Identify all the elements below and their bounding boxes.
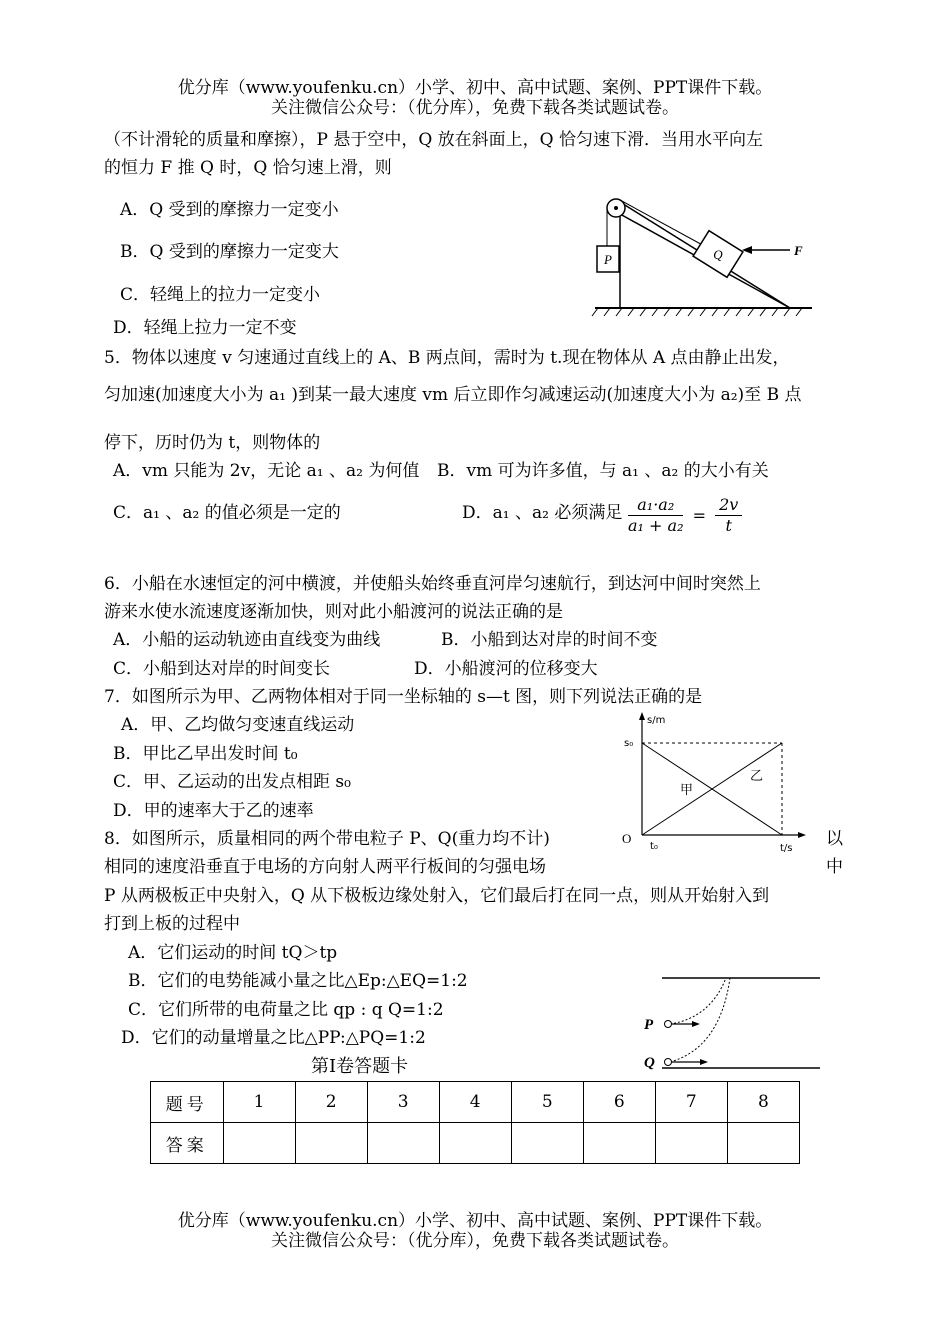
question-number: 8 [727,1082,799,1123]
q7-option-a: A．甲、乙均做匀变速直线运动 [121,715,355,735]
q5-option-b: B．vm 可为许多值，与 a₁ 、a₂ 的大小有关 [437,461,769,481]
row-label-number: 题号 [151,1082,224,1123]
question-number: 4 [439,1082,511,1123]
answer-cell[interactable] [439,1123,511,1164]
q5-line-3: 停下，历时仍为 t，则物体的 [104,433,321,453]
x-axis-label: t/s [780,843,793,854]
q5-option-d: D．a₁ 、a₂ 必须满足 [462,503,623,523]
row-label-answer: 答案 [151,1123,224,1164]
answer-cell[interactable] [295,1123,367,1164]
q5-line-1: 5．物体以速度 v 匀速通过直线上的 A、B 两点间，需时为 t.现在物体从 A 点由静止出发， [104,348,790,368]
parallel-plates-figure [640,968,825,1078]
q8-option-c: C．它们所带的电荷量之比 qp : q Q=1:2 [128,1000,444,1020]
answer-card-table [150,1081,800,1164]
q8-option-b: B．它们的电势能减小量之比△Ep:△EQ=1:2 [128,971,468,991]
formula-denominator: a₁ + a₂ [628,516,684,535]
fig-f-label: F [794,243,803,258]
yi-label: 乙 [750,769,764,784]
q4-line-1: （不计滑轮的质量和摩擦），P 悬于空中，Q 放在斜面上，Q 恰匀速下滑．当用水平向左 [104,130,764,150]
q5-option-a: A．vm 只能为 2v，无论 a₁ 、a₂ 为何值 [113,461,420,481]
q7-line-1: 7．如图所示为甲、乙两物体相对于同一坐标轴的 s—t 图，则下列说法正确的是 [104,687,703,707]
q7-option-c: C．甲、乙运动的出发点相距 s₀ [113,772,351,792]
question-number: 6 [583,1082,655,1123]
q8-line-2: 相同的速度沿垂直于电场的方向射人两平行板间的匀强电场 [104,857,546,877]
q6-option-d: D．小船渡河的位移变大 [414,659,598,679]
q4-line-2: 的恒力 F 推 Q 时，Q 恰匀速上滑，则 [104,158,392,178]
answer-cell[interactable] [511,1123,583,1164]
plates-p-label: P [644,1017,654,1033]
answer-card-number-row [151,1082,800,1123]
formula-numerator: a₁·a₂ [628,495,683,516]
answer-card-answer-row [151,1123,800,1164]
q8-line-2-end: 中 [826,857,843,877]
s0-tick: s₀ [624,738,634,749]
q4-option-b: B．Q 受到的摩擦力一定变大 [120,242,339,262]
q6-line-2: 游来水使水流速度逐渐加快，则对此小船渡河的说法正确的是 [104,602,563,622]
question-number: 5 [511,1082,583,1123]
q7-option-d: D．甲的速率大于乙的速率 [113,801,314,821]
q4-option-d: D．轻绳上拉力一定不变 [113,318,297,338]
st-graph-figure [620,710,810,855]
q7-option-b: B．甲比乙早出发时间 t₀ [113,744,298,764]
fig-p-label: P [604,252,612,267]
footer-line-2: 关注微信公众号：（优分库），免费下载各类试题试卷。 [271,1231,679,1251]
q4-option-c: C．轻绳上的拉力一定变小 [120,285,321,305]
incline-pulley-figure [590,190,820,320]
q8-line-4: 打到上板的过程中 [104,914,240,934]
question-number: 2 [295,1082,367,1123]
header-line-1: 优分库（www.youfenku.cn）小学、初中、高中试题、案例、PPT课件下载。 [177,78,773,98]
q8-line-1: 8．如图所示，质量相同的两个带电粒子 P、Q(重力均不计) [104,829,550,849]
q5-line-2: 匀加速(加速度大小为 a₁ )到某一最大速度 vm 后立即作匀减速运动(加速度大小为 a₂)至 B 点 [104,385,802,405]
question-number: 7 [655,1082,727,1123]
q4-option-a: A．Q 受到的摩擦力一定变小 [120,200,339,220]
fig-q-label: Q [713,247,723,262]
question-number: 3 [367,1082,439,1123]
answer-cell[interactable] [727,1123,799,1164]
footer-line-1: 优分库（www.youfenku.cn）小学、初中、高中试题、案例、PPT课件下载。 [177,1211,773,1231]
t0-tick: t₀ [650,841,658,852]
q6-option-c: C．小船到达对岸的时间变长 [113,659,331,679]
answer-cell[interactable] [655,1123,727,1164]
q6-option-a: A．小船的运动轨迹由直线变为曲线 [113,630,381,650]
answer-card-title: 第Ⅰ卷答题卡 [311,1056,409,1077]
q6-line-1: 6．小船在水速恒定的河中横渡，并使船头始终垂直河岸匀速航行，到达河中间时突然上 [104,574,761,594]
formula-rhs-denominator: t [725,516,732,535]
q6-option-b: B．小船到达对岸的时间不变 [441,630,658,650]
q8-line-3: P 从两极板正中央射入，Q 从下极板边缘处射入，它们最后打在同一点，则从开始射入到 [104,886,770,906]
formula-equals: = [692,505,706,525]
answer-cell[interactable] [223,1123,295,1164]
answer-cell[interactable] [583,1123,655,1164]
jia-label: 甲 [680,783,694,798]
q5-formula [628,495,742,536]
question-number: 1 [223,1082,295,1123]
header-line-2: 关注微信公众号：（优分库），免费下载各类试题试卷。 [271,98,679,118]
q8-option-d: D．它们的动量增量之比△PP:△PQ=1:2 [121,1028,426,1048]
q8-option-a: A．它们运动的时间 tQ＞tp [128,943,338,963]
q5-option-c: C．a₁ 、a₂ 的值必须是一定的 [113,503,341,523]
q8-line-1-end: 以 [826,829,843,849]
origin-label: O [622,831,632,846]
formula-rhs-numerator: 2v [715,495,742,516]
y-axis-label: s/m [647,715,666,726]
plates-q-label: Q [644,1055,655,1071]
answer-cell[interactable] [367,1123,439,1164]
